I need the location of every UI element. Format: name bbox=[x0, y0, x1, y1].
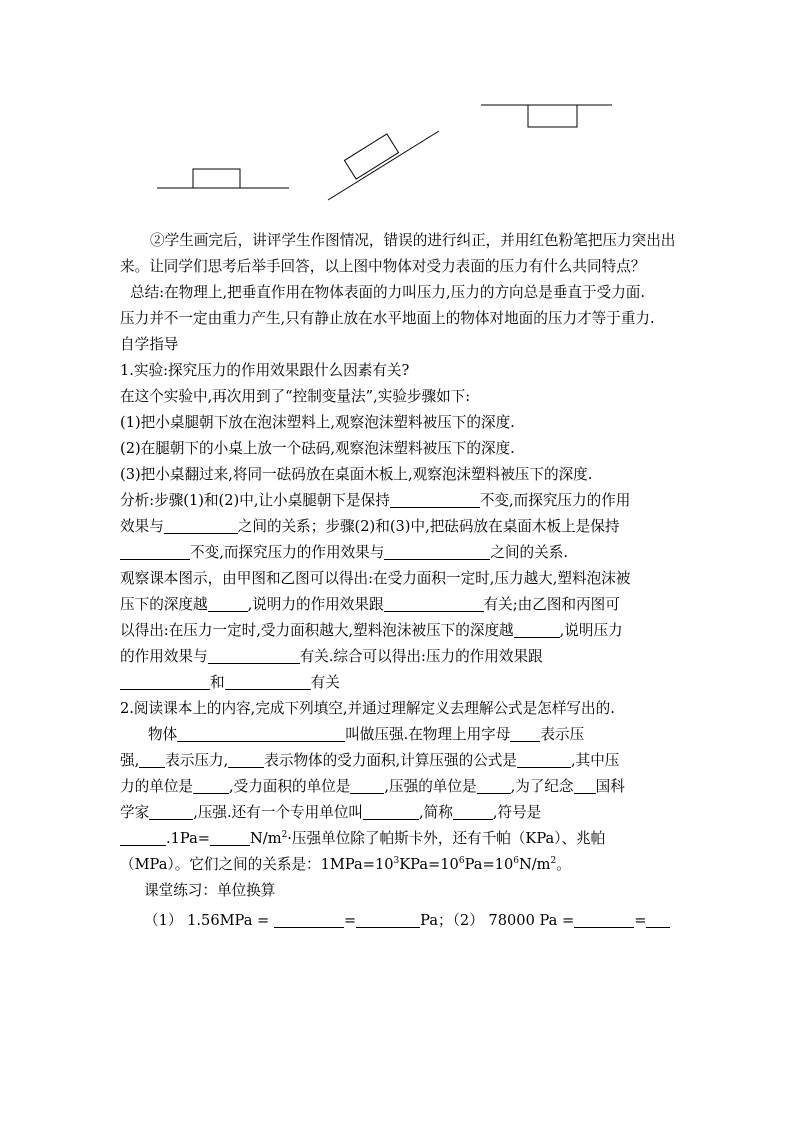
superscript: 6 bbox=[513, 856, 519, 866]
blank-field[interactable] bbox=[193, 776, 229, 794]
definition-text: 国科 bbox=[595, 778, 625, 795]
document-body bbox=[120, 228, 680, 934]
blank-field[interactable] bbox=[149, 802, 193, 820]
question-2-title: 2.阅读课本上的内容,完成下列填空,并通过理解定义去理解公式是怎样写出的. bbox=[120, 700, 615, 717]
blank-field[interactable] bbox=[228, 750, 264, 768]
observation-text: ,说明压力 bbox=[559, 622, 623, 639]
exercise-line bbox=[120, 908, 680, 934]
blank-field[interactable] bbox=[384, 542, 490, 560]
definition-text: 强, bbox=[120, 752, 140, 769]
block-on-floor-figure bbox=[157, 169, 289, 188]
definition-text: ,其中压 bbox=[570, 752, 620, 769]
analysis-text: 之间的关系. bbox=[490, 544, 568, 561]
blank-field[interactable] bbox=[356, 910, 420, 928]
observation-line-4 bbox=[120, 644, 680, 670]
observation-line-3 bbox=[120, 618, 680, 644]
definition-line-1 bbox=[120, 722, 680, 748]
blank-field[interactable] bbox=[177, 724, 345, 742]
observation-text: 有关 bbox=[310, 674, 340, 691]
block-on-incline-figure bbox=[328, 131, 439, 200]
question-1-title: 1.实验:探究压力的作用效果跟什么因素有关? bbox=[120, 362, 410, 379]
observation-text: 有关;由乙图和丙图可 bbox=[483, 596, 620, 613]
analysis-text: 不变,而探究压力的作用 bbox=[479, 492, 631, 509]
definition-text: 表示压力, bbox=[165, 752, 229, 769]
blank-field[interactable] bbox=[350, 776, 384, 794]
blank-field[interactable] bbox=[225, 672, 311, 690]
observation-line-2 bbox=[120, 592, 680, 618]
blank-field[interactable] bbox=[477, 776, 511, 794]
blank-field[interactable] bbox=[120, 828, 166, 846]
definition-text: （MPa）。它们之间的关系是：1MPa=10 bbox=[120, 856, 394, 873]
blank-field[interactable] bbox=[139, 750, 165, 768]
observation-text: ,说明力的作用效果跟 bbox=[247, 596, 384, 613]
definition-text: ,压强.还有一个专用单位叫 bbox=[193, 804, 364, 821]
section-heading: 自学指导 bbox=[120, 336, 179, 353]
experiment-step-1: (1)把小桌腿朝下放在泡沫塑料上,观察泡沫塑料被压下的深度. bbox=[120, 414, 515, 431]
blank-field[interactable] bbox=[208, 646, 300, 664]
observation-text: 的作用效果与 bbox=[120, 648, 208, 665]
superscript: 3 bbox=[393, 856, 400, 866]
blank-field[interactable] bbox=[517, 750, 571, 768]
definition-text: 表示压 bbox=[540, 726, 585, 743]
definition-text: ,受力面积的单位是 bbox=[228, 778, 351, 795]
definition-text: ,简称 bbox=[419, 804, 453, 821]
blank-field[interactable] bbox=[646, 910, 670, 928]
definition-text: 。 bbox=[556, 856, 571, 873]
definition-text: 物体 bbox=[148, 726, 178, 743]
experiment-step-2: (2)在腿朝下的小桌上放一个砝码,观察泡沫塑料被压下的深度. bbox=[120, 440, 515, 457]
exercise-text: Pa；（2） 78000 Pa = bbox=[420, 912, 575, 929]
definition-line-5 bbox=[120, 826, 680, 852]
definition-text: ,为了纪念 bbox=[510, 778, 574, 795]
superscript: 6 bbox=[458, 856, 465, 866]
blank-field[interactable] bbox=[164, 516, 238, 534]
definition-text: ·压强单位除了帕斯卡外，还有千帕（KPa）、兆帕 bbox=[287, 830, 606, 847]
blank-field[interactable] bbox=[120, 672, 210, 690]
paragraph-teacher-review: ②学生画完后，讲评学生作图情况，错误的进行纠正，并用红色粉笔把压力突出出来。让同学们思考后举手回答，以上图中物体对受力表面的压力有什么共同特点？ bbox=[120, 232, 676, 275]
superscript: 2 bbox=[550, 856, 557, 866]
blank-field[interactable] bbox=[514, 620, 560, 638]
definition-text: Pa=10 bbox=[464, 856, 514, 873]
definition-text: 叫做压强.在物理上用字母 bbox=[345, 726, 511, 743]
paragraph-pressure-note: 压力并不一定由重力产生,只有静止放在水平地面上的物体对地面的压力才等于重力. bbox=[120, 310, 655, 327]
blank-field[interactable] bbox=[574, 776, 596, 794]
blank-field[interactable] bbox=[384, 594, 484, 612]
definition-text: .1Pa= bbox=[166, 830, 211, 847]
definition-line-2 bbox=[120, 748, 680, 774]
blank-field[interactable] bbox=[453, 802, 493, 820]
observation-text: 压下的深度越 bbox=[120, 596, 208, 613]
definition-text: 力的单位是 bbox=[120, 778, 193, 795]
exercise-text: = bbox=[343, 912, 357, 929]
definition-text: N/m bbox=[518, 856, 551, 873]
observation-line-5 bbox=[120, 670, 680, 696]
exercise-text: = bbox=[634, 912, 647, 929]
blank-field[interactable] bbox=[120, 542, 190, 560]
block-under-ceiling-figure bbox=[481, 105, 612, 127]
definition-line-4 bbox=[120, 800, 680, 826]
blank-field[interactable] bbox=[363, 802, 419, 820]
analysis-line-2 bbox=[120, 514, 680, 540]
analysis-text: 效果与 bbox=[120, 518, 164, 535]
blank-field[interactable] bbox=[510, 724, 540, 742]
experiment-step-3: (3)把小桌翻过来,将同一砝码放在桌面木板上,观察泡沫塑料被压下的深度. bbox=[120, 466, 593, 483]
definition-text: 学家 bbox=[120, 804, 150, 821]
observation-text: 有关.综合可以得出:压力的作用效果跟 bbox=[299, 648, 543, 665]
force-diagrams bbox=[0, 0, 794, 215]
definition-text: ,符号是 bbox=[492, 804, 542, 821]
question-1-intro: 在这个实验中,再次用到了“控制变量法”,实验步骤如下: bbox=[120, 388, 471, 405]
observation-text: 和 bbox=[210, 674, 225, 691]
blank-field[interactable] bbox=[274, 910, 344, 928]
definition-text: KPa=10 bbox=[399, 856, 459, 873]
analysis-line-3 bbox=[120, 540, 680, 566]
definition-line-3 bbox=[120, 774, 680, 800]
blank-field[interactable] bbox=[574, 910, 634, 928]
exercise-text: （1） 1.56MPa = bbox=[144, 912, 274, 929]
analysis-text: 之间的关系；步骤(2)和(3)中,把砝码放在桌面木板上是保持 bbox=[237, 518, 620, 535]
analysis-text: 不变,而探究压力的作用效果与 bbox=[190, 544, 385, 561]
observation-text: 以得出:在压力一定时,受力面积越大,塑料泡沫被压下的深度越 bbox=[120, 622, 514, 639]
definition-text: ,压强的单位是 bbox=[384, 778, 477, 795]
analysis-line-1 bbox=[120, 488, 680, 514]
definition-text: 表示物体的受力面积,计算压强的公式是 bbox=[264, 752, 517, 769]
blank-field[interactable] bbox=[208, 594, 248, 612]
blank-field[interactable] bbox=[390, 490, 480, 508]
superscript: 2 bbox=[281, 830, 288, 840]
definition-line-6 bbox=[120, 852, 680, 878]
blank-field[interactable] bbox=[210, 828, 250, 846]
paragraph-summary: 总结:在物理上,把垂直作用在物体表面的力叫压力,压力的方向总是垂直于受力面. bbox=[130, 284, 646, 301]
observation-line-1: 观察课本图示，由甲图和乙图可以得出:在受力面积一定时,压力越大,塑料泡沫被 bbox=[120, 570, 631, 587]
analysis-text: 分析:步骤(1)和(2)中,让小桌腿朝下是保持 bbox=[120, 492, 390, 509]
exercise-title: 课堂练习：单位换算 bbox=[144, 882, 276, 899]
definition-text: N/m bbox=[250, 830, 282, 847]
